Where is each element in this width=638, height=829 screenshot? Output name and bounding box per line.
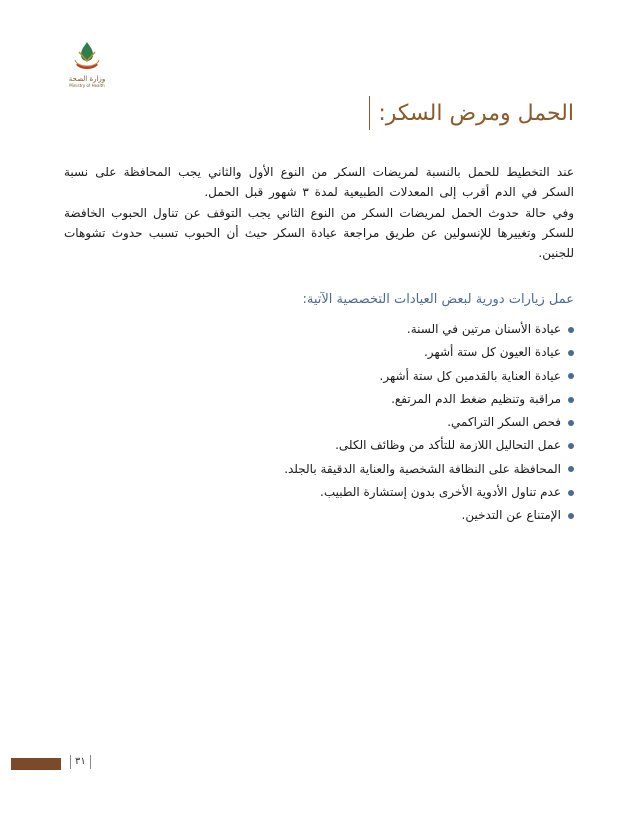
list-item xyxy=(64,365,574,388)
list-item-text: عيادة الأسنان مرتين في السنة. xyxy=(406,322,561,336)
ministry-emblem-icon xyxy=(69,38,105,74)
list-item-text: مراقبة وتنظيم ضغط الدم المرتفع. xyxy=(391,391,561,406)
list-item xyxy=(64,341,574,364)
list-item-text: الإمتناع عن التدخين. xyxy=(461,508,561,523)
list-item xyxy=(64,411,574,434)
list-item-text: المحافظة على النظافة الشخصية والعناية الدقيقة بالجلد. xyxy=(284,461,561,476)
list-item-text: عمل التحاليل اللازمة للتأكد من وظائف الكلى. xyxy=(335,438,561,453)
bullet-icon xyxy=(568,466,574,472)
list-item xyxy=(64,434,574,457)
list-item-text: فحص السكر التراكمي. xyxy=(447,415,561,430)
bullet-icon xyxy=(568,420,574,426)
paragraph-planning: عند التخطيط للحمل بالنسبة لمريضات السكر من النوع الأول والثاني يجب المحافظة على نسبة السكر في الدم أقرب إلى المعدلات الطبيعية لمدة ٣ شهور قبل الحمل. xyxy=(64,165,574,199)
bullet-icon xyxy=(568,350,574,356)
list-item xyxy=(64,458,574,481)
bullet-icon xyxy=(568,443,574,449)
ministry-name-ar: وزارة الصحة xyxy=(68,75,106,83)
title-divider xyxy=(369,96,370,130)
bullet-icon xyxy=(568,327,574,333)
bullet-icon xyxy=(568,397,574,403)
page-number: ٣١ xyxy=(70,755,91,769)
section-title: الحمل ومرض السكر: xyxy=(378,100,574,126)
section-title-wrap xyxy=(369,96,574,130)
list-item xyxy=(64,318,574,341)
bullet-icon xyxy=(568,373,574,379)
ministry-logo xyxy=(57,38,117,94)
list-item xyxy=(64,481,574,504)
list-item-text: عيادة العيون كل ستة أشهر. xyxy=(423,345,561,360)
list-item-text: عدم تناول الأدوية الأخرى بدون إستشارة الطبيب. xyxy=(320,485,561,500)
list-item-text: عيادة العناية بالقدمين كل ستة أشهر. xyxy=(379,368,561,383)
footer-accent-bar xyxy=(11,758,61,770)
ministry-name-en: Ministry of Health xyxy=(69,83,105,88)
bullet-icon xyxy=(568,513,574,519)
list-item xyxy=(64,504,574,527)
clinic-visits-heading: عمل زيارات دورية لبعض العيادات التخصصية الآتية: xyxy=(302,292,574,307)
paragraph-pregnancy-type2: وفي حالة حدوث الحمل لمريضات السكر من النوع الثاني يجب التوقف عن تناول الحبوب الخافضة للسكر وتغييرها للإنسولين عن طريق مراجعة عيادة السكر حيث أن الحبوب تسبب حدوث تشوهات للجنين. xyxy=(64,206,574,260)
list-item xyxy=(64,388,574,411)
clinic-visits-list xyxy=(64,318,574,528)
bullet-icon xyxy=(568,490,574,496)
